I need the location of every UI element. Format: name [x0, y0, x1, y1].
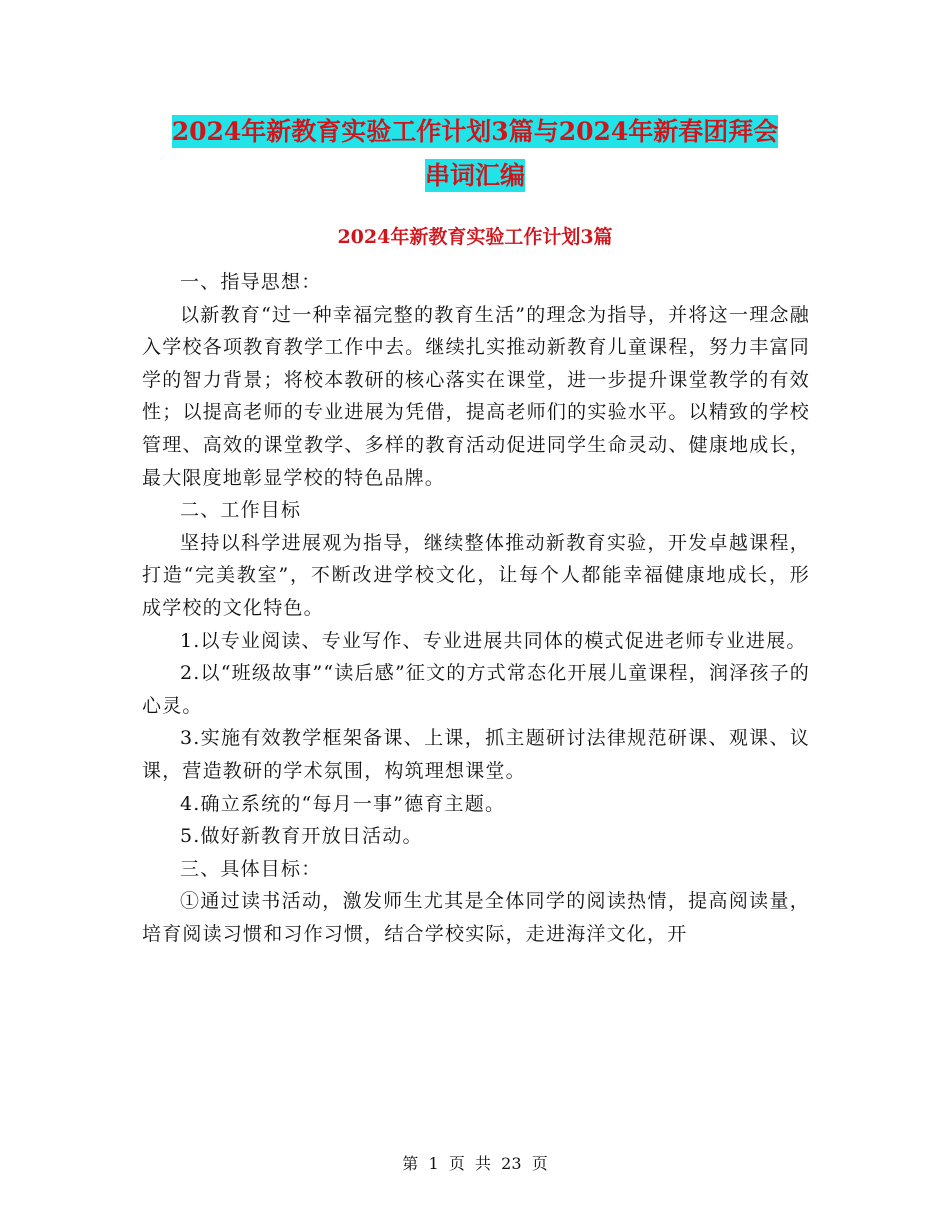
- section-title: 2024年新教育实验工作计划3篇: [337, 226, 613, 248]
- document-title: [140, 110, 810, 198]
- list-item-5: 5.做好新教育开放日活动。: [180, 825, 423, 848]
- heading-guiding-thought: 一、指导思想：: [180, 271, 322, 293]
- heading-work-goals: 二、工作目标: [180, 499, 302, 522]
- list-item-2: 2.以“班级故事”“读后感”征文的方式常态化开展儿童课程，润泽孩子的心灵。: [142, 662, 810, 717]
- title-line-1: 2024年新教育实验工作计划3篇与2024年新春团拜会: [171, 117, 779, 146]
- paragraph-guiding-thought: 以新教育“过一种幸福完整的教育生活”的理念为指导，并将这一理念融入学校各项教育教学工作中去。继续扎实推动新教育儿童课程，努力丰富同学的智力背景；将校本教研的核心落实在课堂，进一步提升课堂教学的有效性；以提高老师的专业进展为凭借，提高老师们的实验水平。以精致的学校管理、高效的课堂教学、多样的教育活动促进同学生命灵动、健康地成长，最大限度地彰显学校的特色品牌。: [142, 303, 810, 489]
- paragraph-work-goals: 坚持以科学进展观为指导，继续整体推动新教育实验，开发卓越课程，打造“完美教室”，不断改进学校文化，让每个人都能幸福健康地成长，形成学校的文化特色。: [142, 531, 810, 619]
- list-item-1: 1.以专业阅读、专业写作、专业进展共同体的模式促进老师专业进展。: [180, 629, 807, 652]
- paragraph-specific-goal-1: ①通过读书活动，激发师生尤其是全体同学的阅读热情，提高阅读量，培育阅读习惯和习作习惯，结合学校实际，走进海洋文化，开: [142, 890, 810, 945]
- heading-specific-goals: 三、具体目标：: [180, 857, 322, 880]
- list-item-4: 4.确立系统的“每月一事”德育主题。: [180, 792, 506, 815]
- document-body: [142, 266, 810, 950]
- title-line-2: 串词汇编: [424, 161, 525, 190]
- list-item-3: 3.实施有效教学框架备课、上课，抓主题研讨法律规范研课、观课、议课，营造教研的学术氛围，构筑理想课堂。: [142, 727, 810, 782]
- page-number-footer: 第 1 页 共 23 页: [402, 1154, 548, 1173]
